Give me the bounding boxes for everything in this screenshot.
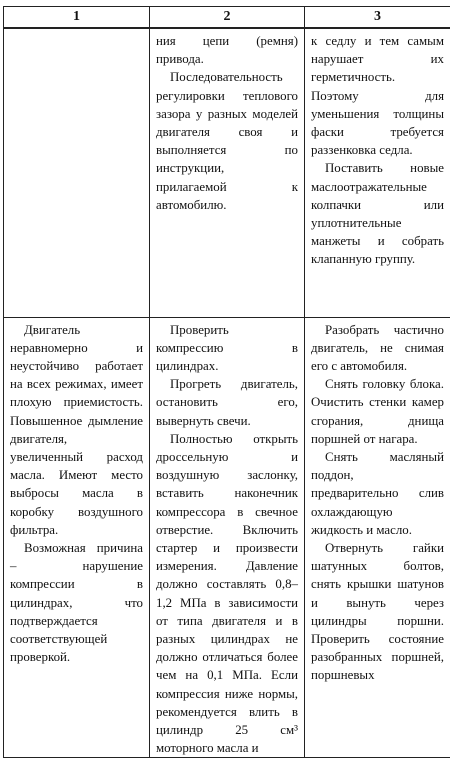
paragraph: Отвернуть гайки шатунных болтов, снять крышки шатунов и вынуть через цилиндры поршни. Проверить состояние разобранных поршней, поршневых [311, 539, 444, 685]
paragraph: Последовательность регулировки теплового зазора у разных моделей двигателя своя и выполняется по инструкции, прилагаемой к автомобилю. [156, 68, 298, 214]
cell-text [305, 318, 450, 685]
paragraph: Разобрать частично двигатель, не снимая его с автомобиля. [311, 321, 444, 376]
cell-procedure [150, 28, 305, 317]
paragraph: Прогреть двигатель, остановить его, вывернуть свечи. [156, 375, 298, 430]
column-header-2: 2 [150, 7, 305, 29]
cell-text [305, 29, 450, 269]
paragraph: ния цепи (ремня) привода. [156, 32, 298, 68]
paragraph: Возможная причина – нарушение компрессии в цилиндрах, что подтверждается соответствующей проверкой. [10, 539, 143, 666]
column-header-3: 3 [305, 7, 450, 29]
paragraph: Проверить компрессию в цилиндрах. [156, 321, 298, 376]
cell-remedy [305, 317, 450, 758]
cell-procedure [150, 317, 305, 758]
cell-remedy [305, 28, 450, 317]
column-header-1: 1 [4, 7, 150, 29]
paragraph: Снять масляный поддон, предварительно слив охлаждающую жидкость и масло. [311, 448, 444, 539]
paragraph: Полностью открыть дроссельную и воздушную заслонку, вставить наконечник компрессора в свечное отверстие. Включить стартер и произвести измерения. Давление должно составлять 0,8–1,2 МПа в зависимости от типа двигателя и в разных цилиндрах не должно отличаться более чем на 0,1 МПа. Если компрессия ниже нормы, рекомендуется влить в цилиндр 25 см³ моторного масла и [156, 430, 298, 758]
paragraph: Двигатель неравномерно и неустойчиво работает на всех режимах, имеет плохую приемистость. Повышенное дымление двигателя, увеличенный расход масла. Имеют место выбросы масла в коробку воздушного фильтра. [10, 321, 143, 539]
cell-symptoms [4, 28, 150, 317]
diagnostics-table [3, 6, 450, 758]
cell-text [150, 318, 304, 758]
table-row [4, 28, 450, 317]
cell-symptoms [4, 317, 150, 758]
cell-text [4, 29, 149, 32]
paragraph: Снять головку блока. Очистить стенки камер сгорания, днища поршней от нагара. [311, 375, 444, 448]
cell-text [150, 29, 304, 214]
header-row [4, 7, 450, 29]
paragraph: Поставить новые маслоотражательные колпачки или уплотнительные манжеты и собрать клапанную группу. [311, 159, 444, 268]
cell-text [4, 318, 149, 667]
table-row [4, 317, 450, 758]
paragraph: к седлу и тем самым нарушает их герметичность. Поэтому для уменьшения толщины фаски требуется раззенковка седла. [311, 32, 444, 159]
